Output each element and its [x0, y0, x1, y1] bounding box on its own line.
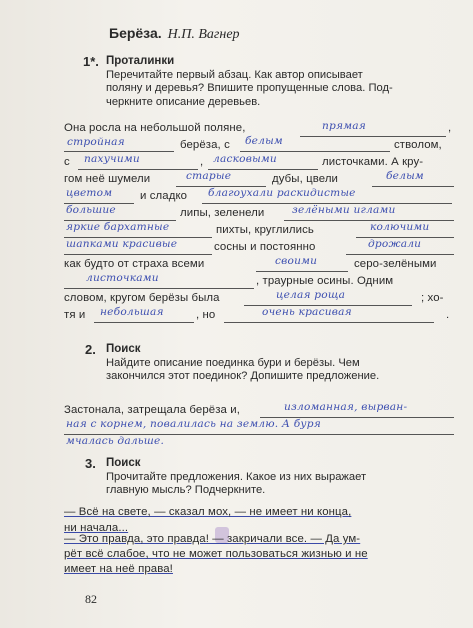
handwritten-answer: яркие бархатные: [66, 221, 170, 233]
text-fragment: берёза, с: [180, 139, 230, 151]
answer-blank[interactable]: [300, 136, 446, 137]
task2-number: 2.: [85, 342, 96, 357]
handwritten-answer: ная с корнем, повалилась на землю. А буря: [66, 418, 321, 430]
handwritten-answer: очень красивая: [262, 306, 352, 318]
text-fragment: ,: [448, 122, 452, 134]
story-title: Берёза.: [109, 25, 162, 41]
handwritten-answer: стройная: [67, 136, 125, 148]
handwritten-answer: колючими: [370, 221, 430, 233]
handwritten-answer: белым: [386, 170, 424, 182]
text-line: Она росла на небольшой поляне,: [64, 122, 246, 134]
text-fragment: как будто от страха всеми: [64, 258, 205, 270]
task3-number: 3.: [85, 456, 96, 471]
handwritten-answer: мчалась дальше.: [66, 435, 165, 447]
text-fragment: липы, зеленели: [180, 207, 265, 219]
answer-blank[interactable]: [346, 254, 454, 255]
text-fragment: стволом,: [394, 139, 442, 151]
task1-instruction-line: поляну и деревья? Впишите пропущенные слова. Под-: [106, 82, 393, 95]
task1-instruction: [106, 69, 393, 109]
text-fragment: , траурные осины. Одним: [256, 275, 394, 287]
handwritten-answer: зелёными иглами: [292, 204, 396, 216]
handwritten-answer: целая роща: [276, 289, 346, 301]
text-fragment: сосны и постоянно: [214, 241, 316, 253]
quote-line[interactable]: ни начала...: [64, 522, 129, 534]
task2-instruction-line: закончился этот поединок? Допишите предложение.: [106, 370, 380, 383]
text-fragment: серо-зелёными: [354, 258, 437, 270]
text-fragment: дубы, цвели: [272, 173, 339, 185]
task1-name: Проталинки: [106, 55, 175, 67]
answer-blank[interactable]: [256, 271, 348, 272]
task2-name: Поиск: [106, 343, 141, 355]
text-fragment: ,: [200, 156, 204, 168]
handwritten-answer: прямая: [322, 120, 366, 132]
handwritten-answer: своими: [275, 255, 318, 267]
answer-blank[interactable]: [94, 322, 194, 323]
handwritten-answer: белым: [245, 135, 283, 147]
handwritten-answer: пахучими: [84, 153, 140, 165]
handwritten-answer: старые: [186, 170, 232, 182]
task1-number: 1*.: [83, 54, 99, 69]
story-author: Н.П. Вагнер: [167, 27, 240, 42]
text-fragment: тя и: [64, 309, 86, 321]
text-fragment: ; хо-: [421, 292, 444, 304]
answer-blank[interactable]: [240, 151, 390, 152]
text-fragment: , но: [196, 309, 216, 321]
task3-instruction: [106, 471, 366, 498]
handwritten-answer: небольшая: [100, 306, 164, 318]
page-number: 82: [85, 592, 97, 606]
task3-name: Поиск: [106, 457, 141, 469]
task2-instruction: [106, 357, 379, 384]
quote-line[interactable]: — Всё на свете, — сказал мох, — не имеет ни конца,: [64, 506, 352, 518]
handwritten-answer: листочками: [86, 272, 159, 284]
answer-blank[interactable]: [224, 322, 434, 323]
task2-sentence: Застонала, затрещала берёза и,: [64, 404, 240, 416]
answer-blank[interactable]: [64, 151, 174, 152]
page-title: [109, 25, 240, 43]
answer-blank[interactable]: [64, 288, 254, 289]
text-fragment: и сладко: [140, 190, 188, 202]
task2-instruction-line: Найдите описание поединка бури и берёзы. Чем: [106, 357, 360, 369]
quote-line[interactable]: имеет на неё права!: [64, 563, 173, 575]
handwritten-answer: шапками красивые: [66, 238, 178, 250]
handwritten-answer: большие: [66, 204, 116, 216]
handwritten-answer: изломанная, вырван-: [284, 401, 408, 413]
text-fragment: листочками. А кру-: [322, 156, 424, 168]
handwritten-answer: ласковыми: [213, 153, 277, 165]
handwritten-answer: дрожали: [368, 238, 422, 250]
text-fragment: пихты, круглились: [216, 224, 314, 236]
text-fragment: .: [446, 309, 450, 321]
task1-instruction-line: Перечитайте первый абзац. Как автор описывает: [106, 69, 363, 81]
quote-line[interactable]: — Это правда, это правда! — закричали все. — Да ум-: [64, 533, 361, 545]
answer-blank[interactable]: [372, 186, 454, 187]
handwritten-answer: цветом: [66, 187, 113, 199]
text-fragment: словом, кругом берёзы была: [64, 292, 220, 304]
quote-line[interactable]: рёт всё слабое, что не может пользоваться жизнью и не: [64, 548, 368, 560]
task3-instruction-line: Прочитайте предложения. Какое из них выражает: [106, 471, 367, 483]
answer-blank[interactable]: [78, 169, 198, 170]
answer-blank[interactable]: [64, 254, 212, 255]
text-fragment: гом неё шумели: [64, 173, 151, 185]
task3-instruction-line: главную мысль? Подчеркните.: [106, 484, 266, 497]
handwritten-answer: благоухали раскидистые: [208, 187, 356, 199]
task1-instruction-line: черкните описание деревьев.: [106, 95, 261, 108]
text-fragment: с: [64, 156, 70, 168]
